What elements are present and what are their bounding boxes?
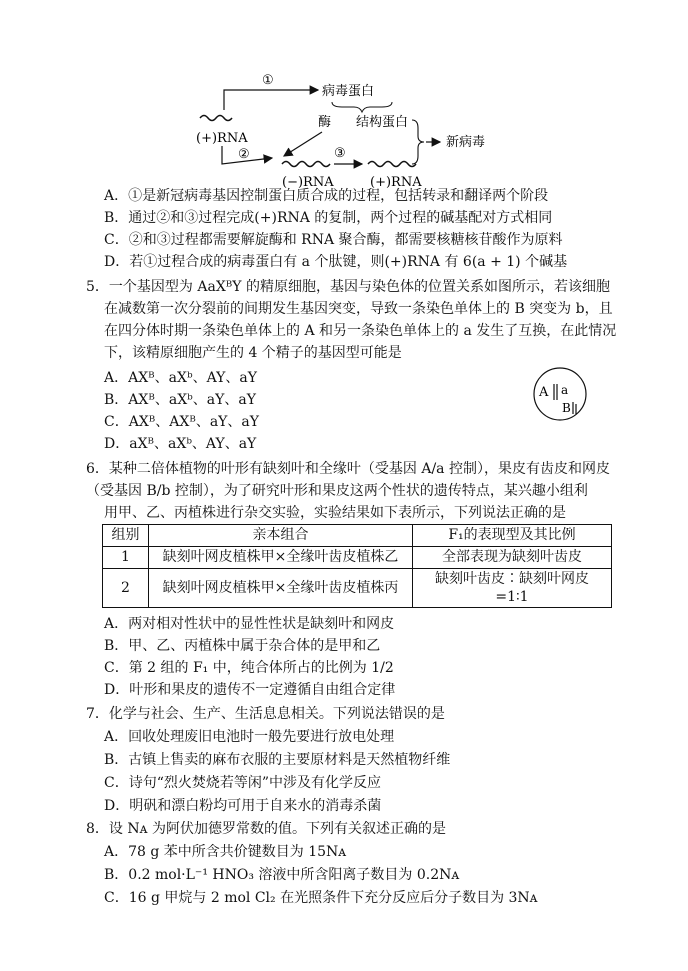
protein-brace (332, 102, 392, 112)
step1-label: ① (262, 73, 274, 88)
minus-rna-label: (−)RNA (282, 175, 334, 190)
header-group: 组别 (103, 525, 149, 547)
step2-label: ② (238, 147, 250, 162)
row1-group: 1 (103, 547, 149, 569)
row2-f1-line2: =1∶1 (495, 589, 529, 605)
plus-rna-wave-right (368, 162, 416, 167)
table-row (103, 547, 612, 569)
row2-parents: 缺刻叶网皮植株甲×全缘叶齿皮植株丙 (149, 569, 413, 608)
q8-option-b: B．0.2 mol·L⁻¹ HNO₃ 溶液中所含阳离子数目为 0.2Nᴀ (104, 867, 460, 883)
q4-option-d: D．若①过程合成的病毒蛋白有 a 个肽键，则(+)RNA 有 6(a + 1) 个碱基 (104, 254, 568, 270)
q5-stem-3: 在四分体时期一条染色单体上的 A 和另一条染色单体上的 a 发生了互换，在此情况 (104, 323, 617, 339)
minus-rna-wave (282, 162, 330, 167)
cell-gene-A: A (539, 385, 549, 400)
cell-gene-a: a (561, 383, 569, 397)
cell-gene-B: B (562, 401, 571, 415)
arrow-enzyme (284, 132, 322, 156)
q5-stem-4: 下，该精原细胞产生的 4 个精子的基因型可能是 (104, 345, 402, 361)
q5-stem-2: 在减数第一次分裂前的间期发生基因突变，导致一条染色单体上的 B 突变为 b，且 (104, 301, 613, 317)
table-row (103, 569, 612, 608)
row2-f1 (413, 569, 612, 608)
plus-rna-wave-left (200, 116, 232, 121)
row1-f1: 全部表现为缺刻叶齿皮 (413, 547, 612, 569)
q8-stem: 8．设 Nᴀ 为阿伏加德罗常数的值。下列有关叙述正确的是 (86, 821, 446, 837)
q5-option-b: B．AXᴮ、aXᵇ、aY、aY (104, 392, 256, 408)
virus-brace (412, 120, 424, 164)
q4-option-a: A．①是新冠病毒基因控制蛋白质合成的过程，包括转录和翻译两个阶段 (104, 188, 549, 204)
structural-protein-label: 结构蛋白 (356, 115, 409, 130)
q8-option-a: A．78 g 苯中所含共价键数目为 15Nᴀ (104, 844, 347, 860)
q4-option-c: C．②和③过程都需要解旋酶和 RNA 聚合酶，都需要核糖核苷酸作为原料 (104, 232, 563, 248)
cross-results-table (102, 524, 612, 608)
q5-option-d: D．aXᴮ、aXᵇ、AY、aY (104, 436, 257, 452)
q6-option-c: C．第 2 组的 F₁ 中，纯合体所占的比例为 1/2 (104, 660, 394, 676)
row2-group: 2 (103, 569, 149, 608)
new-virus-label: 新病毒 (446, 135, 486, 150)
arrow-step1 (224, 90, 318, 110)
q7-option-b: B．古镇上售卖的麻布衣服的主要原材料是天然植物纤维 (104, 752, 451, 768)
q5-option-a: A．AXᴮ、aXᵇ、AY、aY (104, 370, 257, 386)
q8-option-c: C．16 g 甲烷与 2 mol Cl₂ 在光照条件下充分反应后分子数目为 3Nᴀ (104, 890, 538, 906)
header-parents: 亲本组合 (149, 525, 413, 547)
q7-option-d: D．明矾和漂白粉均可用于自来水的消毒杀菌 (104, 798, 382, 814)
virus-protein-label: 病毒蛋白 (322, 84, 375, 99)
q6-option-b: B．甲、乙、丙植株中属于杂合体的是甲和乙 (104, 638, 381, 654)
q7-option-c: C．诗句“烈火焚烧若等闲”中涉及有化学反应 (104, 775, 382, 791)
q7-stem: 7．化学与社会、生产、生活息息相关。下列说法错误的是 (86, 706, 445, 722)
header-f1: F₁的表现型及其比例 (413, 525, 612, 547)
q6-option-d: D．叶形和果皮的遗传不一定遵循自由组合定律 (104, 682, 396, 698)
q5-option-c: C．AXᴮ、AXᴮ、aY、aY (104, 414, 260, 430)
q6-option-a: A．两对相对性状中的显性性状是缺刻叶和网皮 (104, 616, 395, 632)
q6-stem-3: 用甲、乙、丙植株进行杂交实验，实验结果如下表所示，下列说法正确的是 (104, 505, 566, 521)
table-header-row (103, 525, 612, 547)
q6-stem-2: （受基因 B/b 控制），为了研究叶形和果皮这两个性状的遗传特点，某兴趣小组利 (86, 483, 588, 499)
plus-rna-left-label: (+)RNA (196, 131, 248, 146)
cell-chromosome-figure (530, 364, 590, 424)
q4-option-b: B．通过②和③过程完成(+)RNA 的复制，两个过程的碱基配对方式相同 (104, 210, 553, 226)
row1-parents: 缺刻叶网皮植株甲×全缘叶齿皮植株乙 (149, 547, 413, 569)
enzyme-label: 酶 (318, 115, 332, 130)
q7-option-a: A．回收处理废旧电池时一般先要进行放电处理 (104, 729, 395, 745)
plus-rna-right-label: (+)RNA (370, 175, 422, 190)
q5-stem-1: 5．一个基因型为 AaXᴮY 的精原细胞，基因与染色体的位置关系如图所示，若该细胞 (86, 279, 610, 295)
step3-label: ③ (334, 146, 346, 161)
row2-f1-line1: 缺刻叶齿皮∶缺刻叶网皮 (435, 571, 589, 587)
q6-stem-1: 6．某种二倍体植物的叶形有缺刻叶和全缘叶（受基因 A/a 控制），果皮有齿皮和网皮 (86, 461, 610, 477)
